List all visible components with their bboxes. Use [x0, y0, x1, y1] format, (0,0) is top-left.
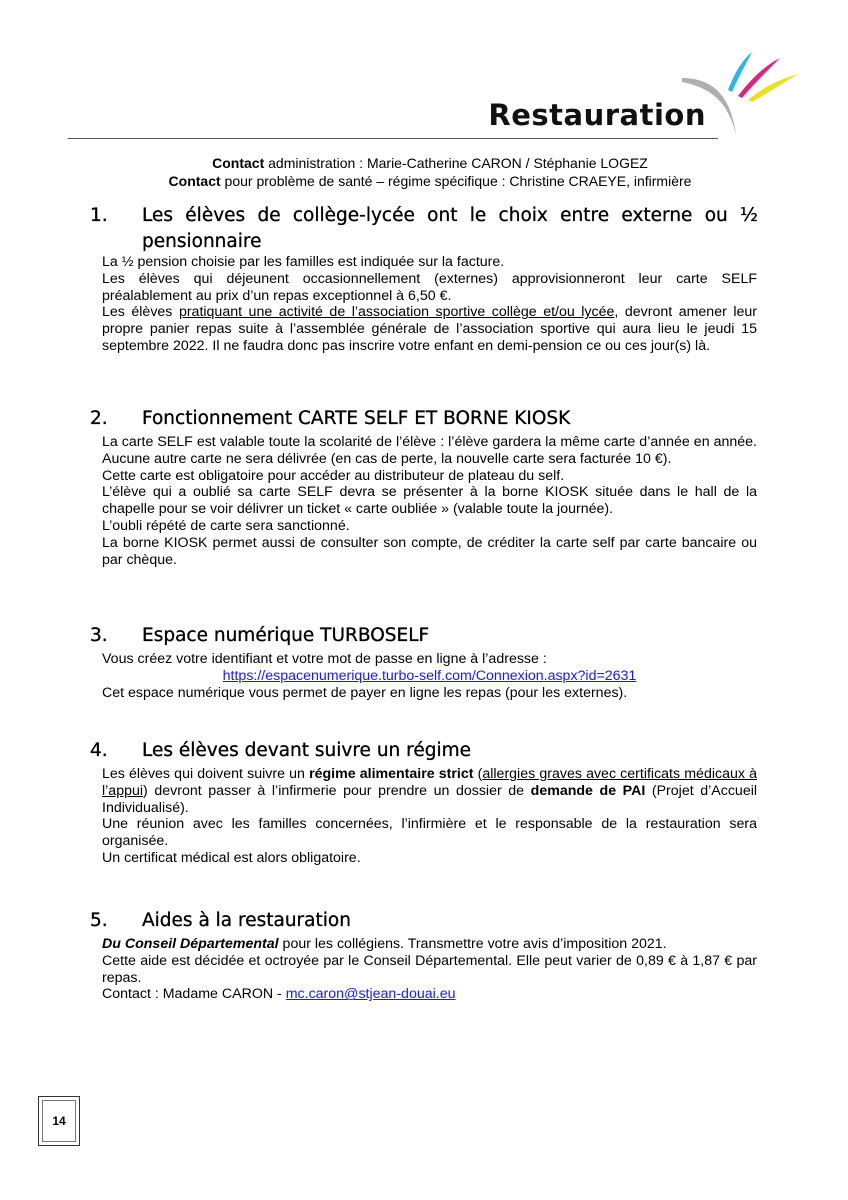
section-1-heading: 1. Les élèves de collège-lycée ont le choix entre externe ou ½ pensionnaire [90, 205, 758, 252]
section-3-body: Vous créez votre identifiant et votre mot de passe en ligne à l’adresse : https://espacenumerique.turbo-self.com/Connexion.aspx?id=2631 Cet espace numérique vous permet de payer en ligne les repas (pour les externes). [102, 651, 637, 701]
page-number: 14 [38, 1096, 80, 1146]
section-4-body: Les élèves qui doivent suivre un régime alimentaire strict (allergies graves avec certificats médicaux à l’appui) devront passer à l’infirmerie pour prendre un dossier de demande de PAI (Projet d’Accueil Individualisé). Une réunion avec les familles concernées, l’infirmière et le responsable de la restauration sera organisée. Un certificat médical est alors obligatoire. [102, 766, 758, 866]
header-divider [68, 138, 718, 139]
email-link[interactable]: mc.caron@stjean-douai.eu [285, 986, 456, 1003]
section-5-body: Du Conseil Départemental pour les collégiens. Transmettre votre avis d’imposition 2021. Cette aide est décidée et octroyée par le Conseil Départemental. Elle peut varier de 0,89 € à 1,87 € par repas. Contact : Madame CARON - mc.caron@stjean-douai.eu [102, 936, 757, 1003]
contact-health: Contact pour problème de santé – régime spécifique : Christine CRAEYE, infirmière [168, 173, 692, 189]
contact-admin: Contact administration : Marie-Catherine CARON / Stéphanie LOGEZ [212, 155, 648, 171]
section-3-heading: 3. Espace numérique TURBOSELF [90, 625, 430, 646]
page-title: Restauration [488, 98, 706, 132]
section-1-body: La ½ pension choisie par les familles est indiquée sur la facture. Les élèves qui déjeunent occasionnellement (externes) approvisionneront leur carte SELF préalablement au prix d’un repas exceptionnel à 6,50 €. Les élèves pratiquant une activité de l’association sportive collège et/ou lycée, devront amener leur propre panier repas suite à l’assemblée générale de l’association sportive qui aura lieu le jeudi 15 septembre 2022. Il ne faudra donc pas inscrire votre enfant en demi-pension ce ou ces jour(s) là. [102, 254, 757, 354]
section-2-heading: 2. Fonctionnement CARTE SELF ET BORNE KIOSK [90, 408, 571, 429]
section-5-heading: 5. Aides à la restauration [90, 910, 351, 931]
turboself-link[interactable]: https://espacenumerique.turbo-self.com/Connexion.aspx?id=2631 [222, 667, 637, 684]
section-4-heading: 4. Les élèves devant suivre un régime [90, 740, 472, 761]
contacts-block [60, 154, 800, 190]
section-2-body: La carte SELF est valable toute la scolarité de l’élève : l’élève gardera la même carte d’année en année. Aucune autre carte ne sera délivrée (en cas de perte, la nouvelle carte sera facturée 10 €). Cette carte est obligatoire pour accéder au distributeur de plateau du self. L’élève qui a oublié sa carte SELF devra se présenter à la borne KIOSK située dans le hall de la chapelle pour se voir délivrer un ticket « carte oubliée » (valable toute la journée). L’oubli répété de carte sera sanctionné. La borne KIOSK permet aussi de consulter son compte, de créditer la carte self par carte bancaire ou par chèque. [102, 434, 757, 568]
